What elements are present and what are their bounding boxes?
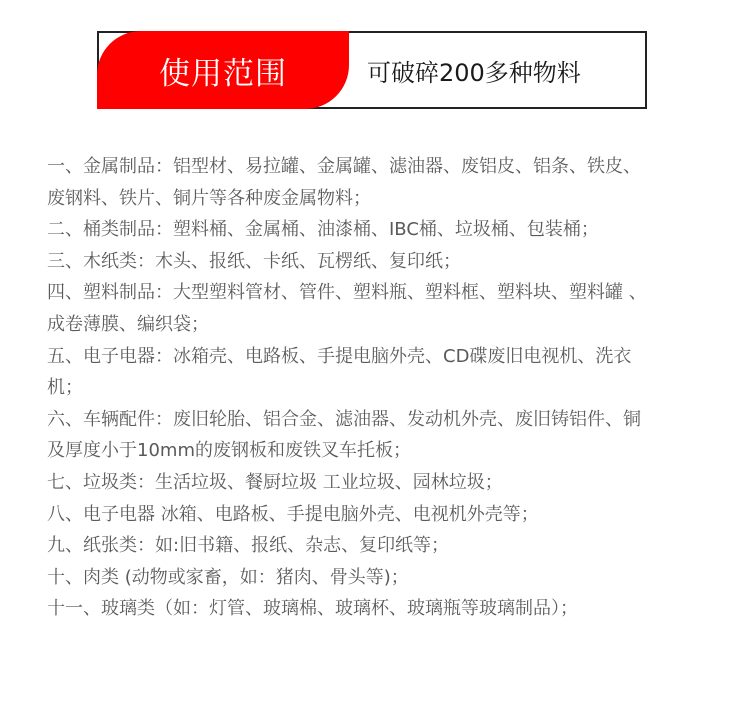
usage-scope-label-block (97, 31, 349, 109)
list-line: 机； (47, 377, 83, 399)
header-description: 可破碎200多种物料 (367, 58, 581, 87)
list-line: 十、肉类 (动物或家畜，如：猪肉、骨头等)； (47, 566, 409, 588)
list-line: 七、垃圾类：生活垃圾、餐厨垃圾 工业垃圾、园林垃圾； (47, 471, 503, 493)
list-line: 五、电子电器：冰箱壳、电路板、手提电脑外壳、CD碟废旧电视机、洗衣 (47, 345, 632, 367)
list-line: 八、电子电器 冰箱、电路板、手提电脑外壳、电视机外壳等； (47, 503, 539, 525)
list-line: 及厚度小于10mm的废钢板和废铁叉车托板； (47, 440, 411, 462)
list-line: 成卷薄膜、编织袋； (47, 313, 209, 335)
list-line: 六、车辆配件：废旧轮胎、铝合金、滤油器、发动机外壳、废旧铸铝件、铜 (47, 408, 641, 430)
usage-scope-header (97, 31, 647, 109)
list-line: 二、桶类制品：塑料桶、金属桶、油漆桶、IBC桶、垃圾桶、包装桶； (47, 219, 599, 241)
list-line: 废钢料、铁片、铜片等各种废金属物料； (47, 187, 371, 209)
list-line: 一、金属制品：铝型材、易拉罐、金属罐、滤油器、废铝皮、铝条、铁皮、 (47, 156, 641, 177)
list-line: 四、塑料制品：大型塑料管材、管件、塑料瓶、塑料框、塑料块、塑料罐 、 (47, 282, 647, 304)
list-line: 三、木纸类：木头、报纸、卡纸、瓦楞纸、复印纸； (47, 250, 461, 272)
list-line: 十一、玻璃类（如：灯管、玻璃棉、玻璃杯、玻璃瓶等玻璃制品）； (47, 598, 578, 620)
list-line: 九、纸张类：如:旧书籍、报纸、杂志、复印纸等； (47, 535, 450, 557)
usage-scope-label: 使用范围 (159, 55, 287, 92)
material-list (47, 151, 715, 625)
